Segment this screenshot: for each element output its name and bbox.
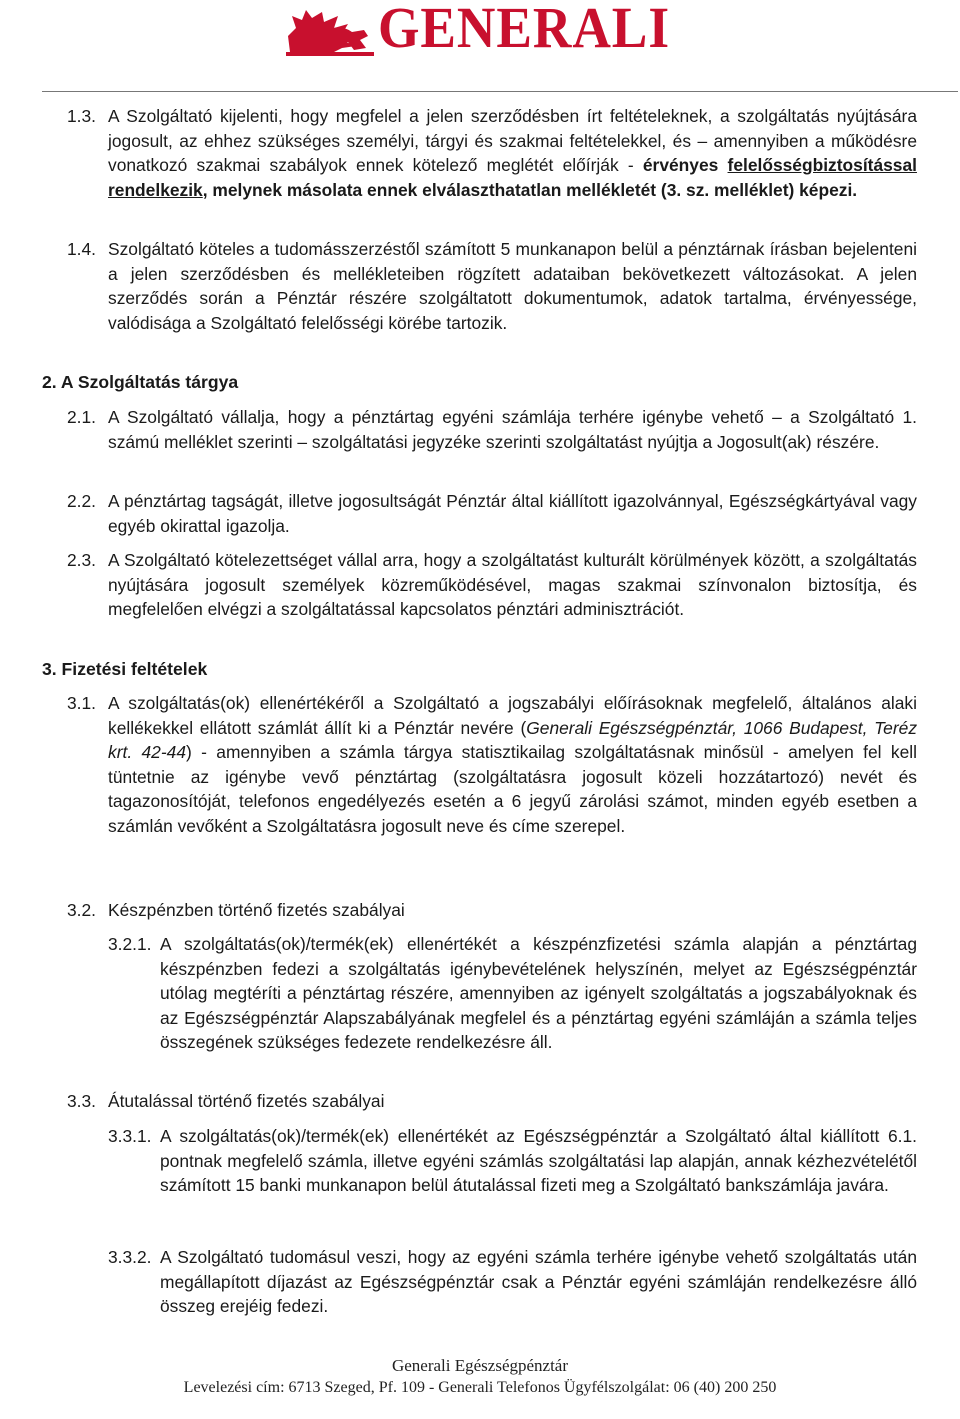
item-number: 3.1. — [67, 693, 97, 713]
section-heading-3: 3. Fizetési feltételek — [42, 659, 208, 679]
item-number: 3.3.1. — [108, 1126, 152, 1146]
clause-1-3: A Szolgáltató kijelenti, hogy megfelel a jelen szerződésben írt feltételeknek, a szolgáltatás nyújtására jogosult, az ehhez szükséges személyi, tárgyi és szakmai feltételekkel, és – amennyiben a működésre vonatkozó szakmai szabályok ennek kötelező meglétét előírják - érvényes felelősségbiztosítással rendelkezik, melynek másolata ennek elválaszthatatlan mellékletét (3. sz. melléklet) képezi. — [108, 106, 917, 200]
item-number: 3.3. — [67, 1091, 97, 1111]
clause-3-1: A szolgáltatás(ok) ellenértékéről a Szolgáltató a jogszabályi előírásoknak megfelelő, általános alaki kellékekkel ellátott számlát állít ki a Pénztár nevére (Generali Egészségpénztár, 1066 Budapest, Teréz krt. 42-44) - amennyiben a számla tárgya statisztikailag szolgáltatásnak minősül - amelyen fel kell tüntetnie az igénybe vevő pénztártag (szolgáltatásra jogosult közeli hozzátartozó) nevét és tagazonosítóját, telefonos engedélyezés esetén a 6 jegyű zárolási számot, minden egyéb esetben a számlán vevőként a Szolgáltatásra jogosult neve és címe szerepel. — [108, 693, 918, 836]
item-number: 1.4. — [67, 239, 97, 259]
item-number: 2.1. — [67, 407, 97, 427]
footer-contact: Levelezési cím: 6713 Szeged, Pf. 109 - Generali Telefonos Ügyfélszolgálat: 06 (40) 200 250 — [183, 1379, 777, 1396]
subsection-title-3-2: Készpénzben történő fizetés szabályai — [108, 900, 405, 920]
clause-2-3: A Szolgáltató kötelezettséget vállal arra, hogy a szolgáltatást kulturált körülmények között, a szolgáltatás nyújtására jogosult személyek közreműködésével, magas szakmai színvonalon biztosítja, és megfelelően elvégzi a szolgáltatással kapcsolatos pénztári adminisztrációt. — [108, 550, 917, 619]
brand-wordmark: GENERALI — [378, 0, 671, 60]
item-number: 3.3.2. — [108, 1247, 152, 1267]
clause-1-4: Szolgáltató köteles a tudomásszerzéstől számított 5 munkanapon belül a pénztárnak írásban bejelenteni a jelen szerződésben és mellékleteiben rögzített adataiban bekövetkezett változásokat. A jelen szerződés során a Pénztár részére szolgáltatott dokumentumok, adatok tartalma, érvényessége, valódisága a Szolgáltató felelősségi körébe tartozik. — [108, 239, 917, 333]
item-number: 2.2. — [67, 491, 97, 511]
item-number: 2.3. — [67, 550, 97, 570]
clause-2-2: A pénztártag tagságát, illetve jogosultságát Pénztár által kiállított igazolvánnyal, Egészségkártyával vagy egyéb okirattal igazolja. — [108, 491, 917, 536]
clause-3-3-1: A szolgáltatás(ok)/termék(ek) ellenértékét az Egészségpénztár a Szolgáltató által kiállított 6.1. pontnak megfelelő számla, illetve egyéni számlás szolgáltatási lap alapján, annak kézhezvételétől számított 15 banki munkanapon belül átutalással fizeti meg a Szolgáltató bankszámlája javára. — [160, 1126, 917, 1195]
header-rule — [42, 91, 958, 92]
clause-3-3-2: A Szolgáltató tudomásul veszi, hogy az egyéni számla terhére igénybe vehető szolgáltatás után megállapított díjazást az Egészségpénztár csak a Pénztár egyéni számláján rendelkezésre álló összeg erejéig fedezi. — [160, 1247, 917, 1316]
footer-company: Generali Egészségpénztár — [391, 1356, 569, 1375]
page-header — [0, 0, 960, 92]
clause-3-2-1: A szolgáltatás(ok)/termék(ek) ellenértékét a készpénzfizetési számla alapján a pénztártag készpénzben fedezi a szolgáltatás igénybevételének helyszínén, melyet az Egészségpénztár utólag megtéríti a pénztártag részére, amennyiben az igényelt szolgáltatás a jogszabályoknak és az Egészségpénztár Alapszabályának megfelel és a pénztártag egyéni számláján a számla teljes összegének szükséges fedezete rendelkezésre áll. — [160, 934, 917, 1052]
subsection-title-3-3: Átutalással történő fizetés szabályai — [108, 1091, 385, 1111]
item-number: 3.2. — [67, 900, 97, 920]
item-number: 1.3. — [67, 106, 97, 126]
section-heading-2: 2. A Szolgáltatás tárgya — [42, 372, 239, 392]
item-number: 3.2.1. — [108, 934, 152, 954]
clause-2-1: A Szolgáltató vállalja, hogy a pénztártag egyéni számlája terhére igénybe vehető – a Szolgáltató 1. számú melléklet szerinti – szolgáltatási jegyzéke szerinti szolgáltatást nyújtja a Jogosult(ak) részére. — [108, 407, 917, 452]
